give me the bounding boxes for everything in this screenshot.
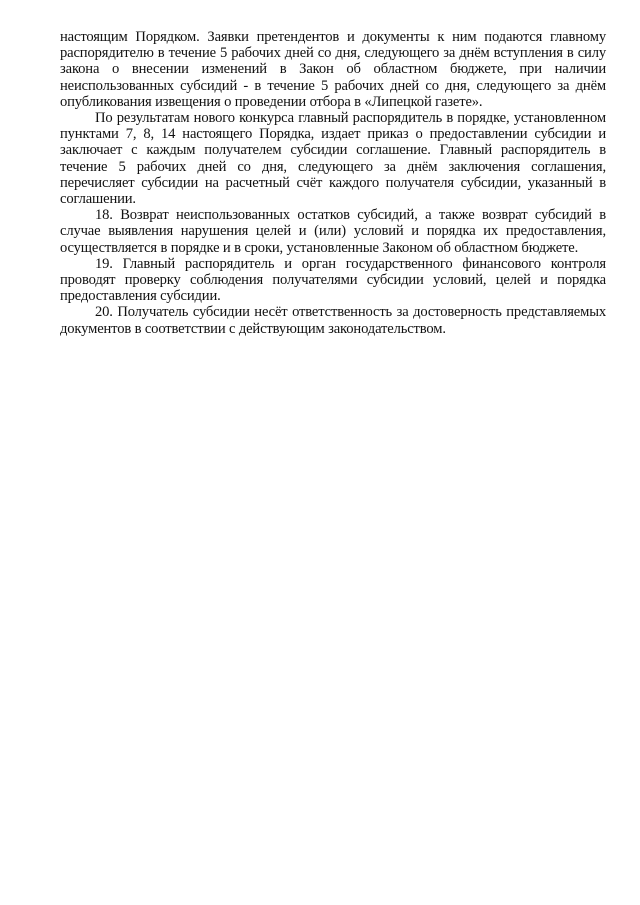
document-body xyxy=(60,29,606,337)
paragraph-19: 19. Главный распорядитель и орган государственного финансового контроля проводят проверку соблюдения получателями субсидии условий, целей и порядка предоставления субсидии. xyxy=(60,255,606,305)
paragraph-20: 20. Получатель субсидии несёт ответственность за достоверность представляемых документов в соответствии с действующим законодательством. xyxy=(60,304,606,337)
paragraph-continuation: настоящим Порядком. Заявки претендентов и документы к ним подаются главному распорядителю в течение 5 рабочих дней со дня, следующего за днём вступления в силу закона о внесении изменений в Закон об областном бюджете, при наличии неиспользованных субсидий - в течение 5 рабочих дней со дня, следующего за днём опубликования извещения о проведении отбора в «Липецкой газете». xyxy=(60,29,606,110)
paragraph-18: 18. Возврат неиспользованных остатков субсидий, а также возврат субсидий в случае выявления нарушения целей и (или) условий и порядка их предоставления, осуществляется в порядке и в сроки, установленные Законом об областном бюджете. xyxy=(60,207,606,256)
paragraph-results: По результатам нового конкурса главный распорядитель в порядке, установленном пунктами 7, 8, 14 настоящего Порядка, издает приказ о предоставлении субсидии и заключает с каждым получателем субсидии соглашение. Главный распорядитель в течение 5 рабочих дней со дня, следующего за днём заключения соглашения, перечисляет субсидии на расчетный счёт каждого получателя субсидии, указанный в соглашении. xyxy=(60,110,606,208)
